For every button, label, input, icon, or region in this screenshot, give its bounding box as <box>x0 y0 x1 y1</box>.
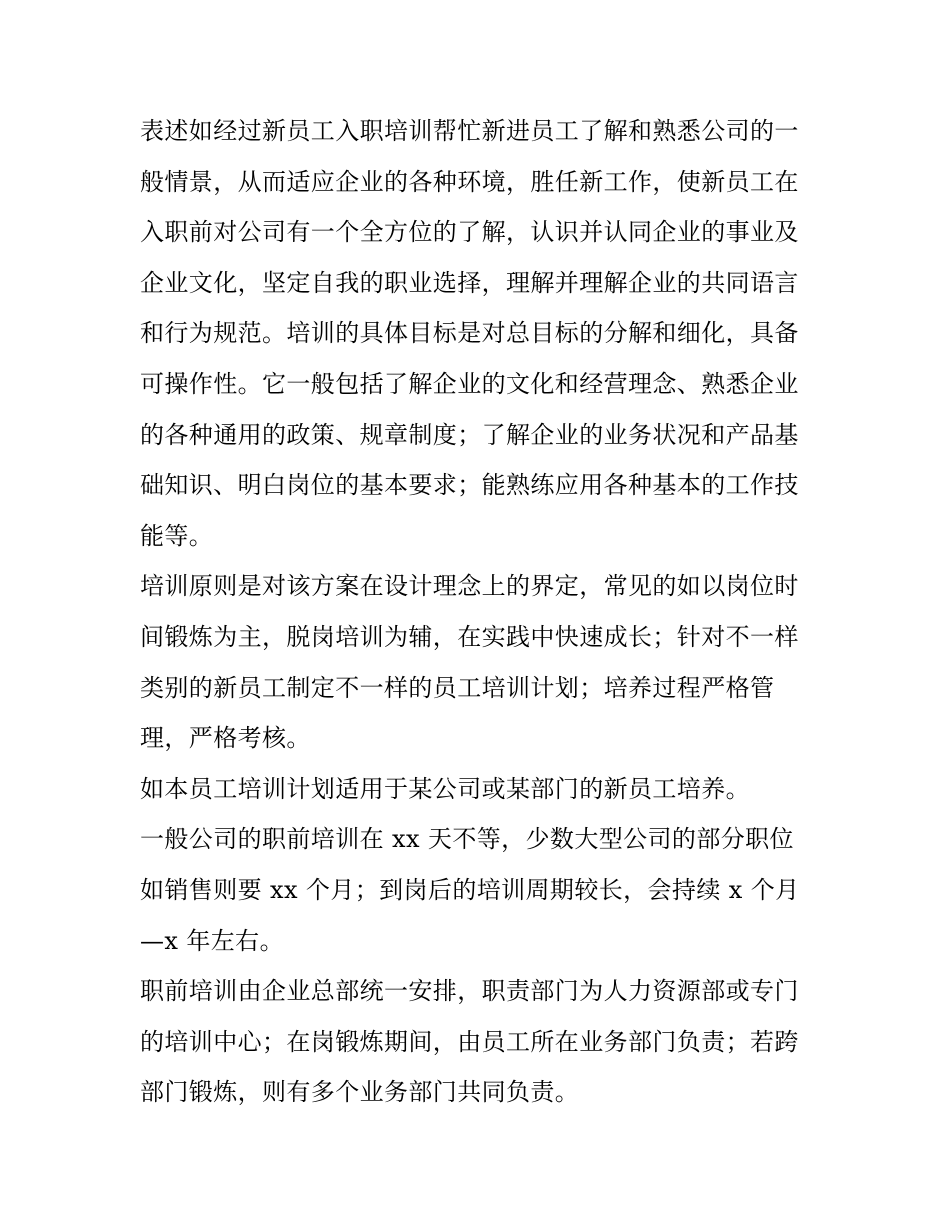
text-line: 培训原则是对该方案在设计理念上的界定，常见的如以岗位时 <box>140 572 799 601</box>
text-line: —x 年左右。 <box>140 926 284 955</box>
paragraph-training-goals <box>140 106 820 561</box>
paragraph-training-principles <box>140 561 820 763</box>
document-body <box>140 106 820 1118</box>
paragraph-training-scope <box>140 764 820 815</box>
text-line: 如本员工培训计划适用于某公司或某部门的新员工培养。 <box>140 774 750 803</box>
text-line: 的培训中心；在岗锻炼期间，由员工所在业务部门负责；若跨 <box>140 1027 799 1056</box>
paragraph-training-responsibility <box>140 966 820 1118</box>
text-line: 职前培训由企业总部统一安排，职责部门为人力资源部或专门 <box>140 977 799 1006</box>
text-line: 如销售则要 xx 个月；到岗后的培训周期较长，会持续 x 个月 <box>140 875 800 904</box>
text-line: 间锻炼为主，脱岗培训为辅，在实践中快速成长；针对不一样 <box>140 622 799 651</box>
text-line: 一般公司的职前培训在 xx 天不等，少数大型公司的部分职位 <box>140 825 794 854</box>
text-line: 能等。 <box>140 521 214 550</box>
text-line: 部门锻炼，则有多个业务部门共同负责。 <box>140 1078 580 1107</box>
paragraph-training-duration <box>140 814 820 966</box>
text-line: 般情景，从而适应企业的各种环境，胜任新工作，使新员工在 <box>140 167 799 196</box>
text-line: 类别的新员工制定不一样的员工培训计划；培养过程严格管 <box>140 673 775 702</box>
text-line: 础知识、明白岗位的基本要求；能熟练应用各种基本的工作技 <box>140 471 799 500</box>
text-line: 的各种通用的政策、规章制度；了解企业的业务状况和产品基 <box>140 420 799 449</box>
text-line: 入职前对公司有一个全方位的了解，认识并认同企业的事业及 <box>140 218 799 247</box>
text-line: 可操作性。它一般包括了解企业的文化和经营理念、熟悉企业 <box>140 369 799 398</box>
text-line: 表述如经过新员工入职培训帮忙新进员工了解和熟悉公司的一 <box>140 117 799 145</box>
text-line: 企业文化，坚定自我的职业选择，理解并理解企业的共同语言 <box>140 268 799 297</box>
text-line: 和行为规范。培训的具体目标是对总目标的分解和细化，具备 <box>140 319 799 348</box>
text-line: 理，严格考核。 <box>140 724 311 753</box>
